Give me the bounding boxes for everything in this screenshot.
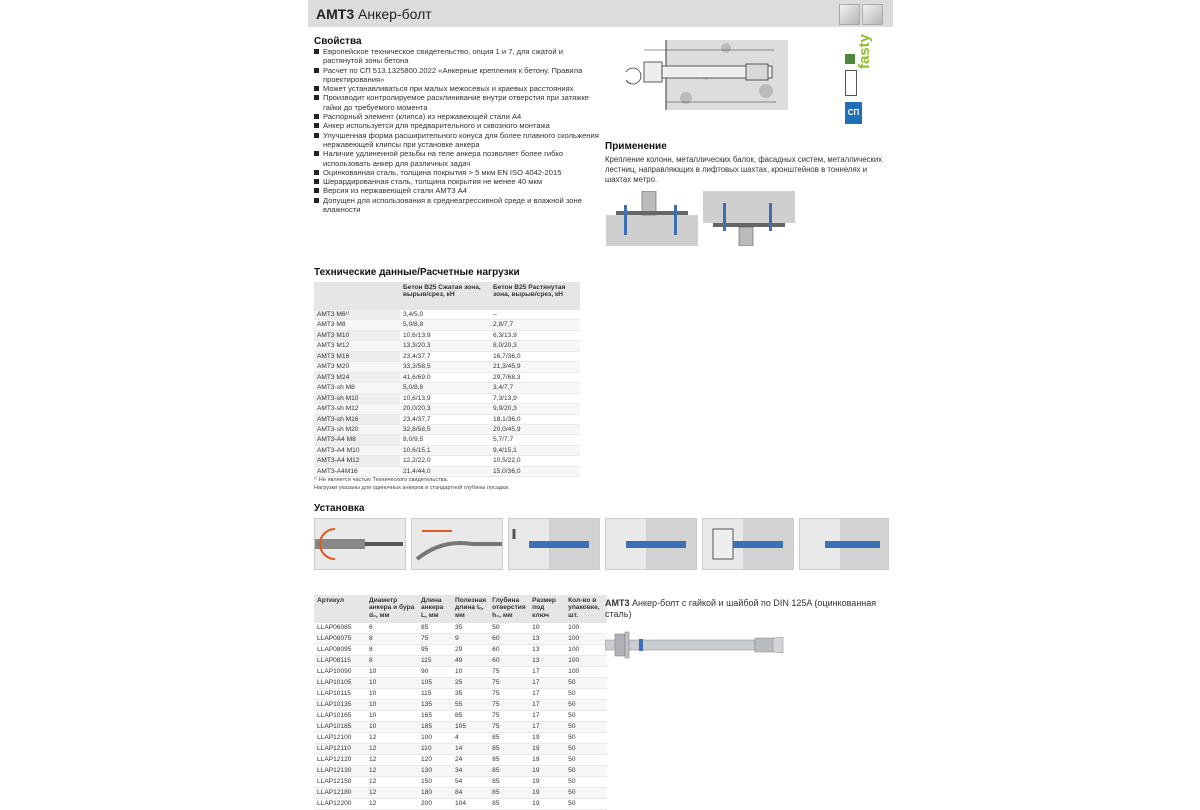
tech-cell: 10,5/22,0 [490, 456, 580, 466]
article-cell: 19 [529, 733, 565, 744]
article-cell: 9 [452, 634, 489, 645]
article-row [314, 733, 607, 744]
article-cell: LLAP10105 [314, 678, 366, 689]
article-cell: LLAP10135 [314, 700, 366, 711]
tech-cell: 10,6/15,1 [400, 445, 490, 455]
article-cell: 10 [366, 667, 418, 678]
article-cell: 19 [529, 799, 565, 810]
article-cell: 75 [489, 667, 529, 678]
article-cell: 14 [452, 744, 489, 755]
article-cell: 85 [489, 755, 529, 766]
article-cell: 12 [366, 777, 418, 788]
property-item: Может устанавливаться при малых межосевых и краевых расстояниях [314, 84, 604, 93]
tech-cell: АМТ3 М8 [314, 320, 400, 330]
article-cell: 85 [489, 744, 529, 755]
article-cell: LLAP08095 [314, 645, 366, 656]
tech-cell: АМТ3-А4 М12 [314, 456, 400, 466]
anchor-bolt-photo [605, 628, 795, 662]
certification-logos [844, 34, 874, 126]
tech-cell: 29,7/68,3 [490, 372, 580, 382]
tech-cell: 5,0/8,8 [400, 320, 490, 330]
article-cell: 130 [418, 766, 452, 777]
tech-data-table [314, 282, 580, 477]
tech-row [314, 414, 580, 424]
install-step-5 [702, 518, 794, 570]
properties-title: Свойства [314, 36, 362, 47]
tech-col-empty [314, 282, 400, 310]
article-row [314, 722, 607, 733]
property-item: Улучшенная форма расширительного конуса для более плавного скольжения нержавеющей клипсы при установке анкера [314, 131, 604, 150]
article-cell: 17 [529, 678, 565, 689]
article-cell: 75 [489, 689, 529, 700]
article-cell: 12 [366, 755, 418, 766]
tech-row [314, 310, 580, 320]
catalog-page [308, 0, 893, 807]
tech-row [314, 445, 580, 455]
article-cell: 85 [452, 711, 489, 722]
article-cell: 10 [452, 667, 489, 678]
install-step-4 [605, 518, 697, 570]
tech-cell: 9,4/15,1 [490, 445, 580, 455]
tech-cell: 3,4/7,7 [490, 383, 580, 393]
eta-icon [845, 54, 855, 64]
install-step-3 [508, 518, 600, 570]
tech-cell: 16,7/36,0 [490, 351, 580, 361]
tech-notes [314, 476, 509, 492]
article-header-cell: Длина анкера L, мм [418, 595, 452, 623]
article-cell: 105 [452, 722, 489, 733]
article-cell: LLAP12200 [314, 799, 366, 810]
article-cell: 104 [452, 799, 489, 810]
article-cell: 19 [529, 766, 565, 777]
article-cell: 50 [565, 799, 607, 810]
tech-cell: АМТ3-А4 М10 [314, 445, 400, 455]
concrete-cube-icon [839, 4, 860, 25]
article-cell: 60 [489, 645, 529, 656]
article-row [314, 645, 607, 656]
tech-note-1: ¹⁾ Не является частью Технического свидетельства. [314, 477, 449, 483]
article-row [314, 766, 607, 777]
property-item: Европейское техническое свидетельство, опция 1 и 7, для сжатой и растянутой зоны бетона [314, 47, 604, 66]
tech-cell: АМТ3 М20 [314, 362, 400, 372]
article-cell: LLAP10165 [314, 711, 366, 722]
article-cell: LLAP12180 [314, 788, 366, 799]
article-cell: 50 [565, 689, 607, 700]
tech-col-compressed: Бетон В25 Сжатая зона, вырыв/срез, кН [400, 282, 490, 310]
property-item: Оцинкованная сталь, толщина покрытия > 5 мкм EN ISO 4042-2015 [314, 168, 604, 177]
tech-cell: АМТ3-sh M12 [314, 404, 400, 414]
article-cell: 4 [452, 733, 489, 744]
article-cell: 10 [366, 711, 418, 722]
tech-title: Технические данные/Расчетные нагрузки [314, 267, 520, 278]
install-step-6 [799, 518, 889, 570]
article-cell: 12 [366, 799, 418, 810]
tech-cell: 20,0/20,3 [400, 404, 490, 414]
article-header-cell: Диаметр анкера и бура d₀, мм [366, 595, 418, 623]
article-cell: 19 [529, 744, 565, 755]
tech-cell: 23,4/37,7 [400, 414, 490, 424]
tech-row [314, 362, 580, 372]
property-item: Анкер используется для предварительного и сквозного монтажа [314, 121, 604, 130]
article-cell: 34 [452, 766, 489, 777]
article-cell: 50 [565, 700, 607, 711]
article-cell: 49 [452, 656, 489, 667]
article-header-cell: Полезная длина tₒ, мм [452, 595, 489, 623]
installation-title: Установка [314, 503, 365, 514]
tech-cell: 2,8/7,7 [490, 320, 580, 330]
article-cell: LLAP12100 [314, 733, 366, 744]
tech-cell: 20,0/45,9 [490, 424, 580, 434]
tech-cell: АМТ3-sh M16 [314, 414, 400, 424]
article-cell: 85 [489, 777, 529, 788]
article-row [314, 689, 607, 700]
article-cell: 17 [529, 667, 565, 678]
article-cell: 50 [489, 623, 529, 634]
tech-row [314, 372, 580, 382]
article-cell: 75 [489, 711, 529, 722]
article-cell: LLAP08075 [314, 634, 366, 645]
article-cell: 135 [418, 700, 452, 711]
article-row [314, 623, 607, 634]
article-cell: 8 [366, 634, 418, 645]
article-cell: 50 [565, 777, 607, 788]
article-row [314, 788, 607, 799]
article-cell: 19 [529, 788, 565, 799]
article-cell: 6 [366, 623, 418, 634]
article-cell: 60 [489, 634, 529, 645]
tech-cell: АМТ3-sh M10 [314, 393, 400, 403]
article-cell: 12 [366, 788, 418, 799]
article-row [314, 755, 607, 766]
article-cell: 50 [565, 733, 607, 744]
tech-cell: АМТ3-sh M20 [314, 424, 400, 434]
article-cell: 115 [418, 689, 452, 700]
article-cell: 85 [489, 733, 529, 744]
tech-cell: 13,3/20,3 [400, 341, 490, 351]
article-row [314, 634, 607, 645]
article-cell: LLAP12150 [314, 777, 366, 788]
article-cell: 100 [565, 656, 607, 667]
tech-row [314, 424, 580, 434]
properties-list [314, 47, 604, 214]
install-step-2 [411, 518, 503, 570]
tech-cell: АМТ3 М12 [314, 341, 400, 351]
article-cell: 180 [418, 788, 452, 799]
property-item: Расчет по СП 513.1325800.2022 «Анкерные крепления к бетону. Правила проектирования» [314, 66, 604, 85]
amt3-description: АМТ3 Анкер-болт с гайкой и шайбой по DIN 125A (оцинкованная сталь) [605, 598, 877, 619]
tech-row [314, 330, 580, 340]
article-cell: LLAP08115 [314, 656, 366, 667]
tech-row [314, 320, 580, 330]
tech-cell: 12,2/22,0 [400, 456, 490, 466]
tech-cell: 9,9/20,3 [490, 404, 580, 414]
tech-col-tension: Бетон В25 Растянутая зона, вырыв/срез, кН [490, 282, 580, 310]
article-header-cell: Глубина отверстия h₀, мм [489, 595, 529, 623]
brand-logo: fasty [856, 34, 873, 70]
article-row [314, 678, 607, 689]
article-cell: 75 [489, 700, 529, 711]
article-header-cell: Размер под ключ [529, 595, 565, 623]
application-image-1 [606, 191, 698, 246]
article-cell: 50 [565, 711, 607, 722]
property-item: Наличие удлиненной резьбы на теле анкера позволяет более гибко использовать анкер для различных задач [314, 149, 604, 168]
tech-note-2: Нагрузки указаны для одиночных анкеров и стандартной глубины посадки. [314, 485, 510, 491]
article-row [314, 656, 607, 667]
article-cell: LLAP12130 [314, 766, 366, 777]
article-cell: 60 [489, 656, 529, 667]
article-row [314, 711, 607, 722]
article-cell: 100 [565, 667, 607, 678]
article-row [314, 700, 607, 711]
article-cell: 19 [529, 777, 565, 788]
article-cell: 12 [366, 744, 418, 755]
article-cell: LLAP10090 [314, 667, 366, 678]
property-item: Шерардированная сталь, толщина покрытия не менее 40 мкм [314, 177, 604, 186]
tech-cell: 5,7/7,7 [490, 435, 580, 445]
article-cell: 185 [418, 722, 452, 733]
article-cell: 50 [565, 744, 607, 755]
article-cell: 165 [418, 711, 452, 722]
article-cell: 90 [418, 667, 452, 678]
tech-cell: 8,0/9,5 [400, 435, 490, 445]
tech-cell: 33,3/58,5 [400, 362, 490, 372]
tech-row [314, 341, 580, 351]
tech-cell: АМТ3-А4М16 [314, 466, 400, 476]
article-cell: 105 [418, 678, 452, 689]
article-cell: 13 [529, 656, 565, 667]
sp-mark-icon: СП [845, 102, 862, 124]
article-cell: 10 [366, 722, 418, 733]
page-title: АМТ3 Анкер-болт [316, 6, 432, 22]
article-row [314, 799, 607, 810]
tech-cell: 21,3/45,9 [490, 362, 580, 372]
anchor-drawing [606, 36, 790, 112]
tech-cell: 21,4/44,0 [400, 466, 490, 476]
tech-cell: 10,6/13,9 [400, 330, 490, 340]
tech-row [314, 393, 580, 403]
tech-cell: 6,3/13,9 [490, 330, 580, 340]
article-cell: 12 [366, 766, 418, 777]
article-table [314, 595, 607, 810]
article-row [314, 777, 607, 788]
tech-cell: 41,6/69,0 [400, 372, 490, 382]
article-cell: 100 [565, 623, 607, 634]
article-cell: 17 [529, 689, 565, 700]
article-cell: 85 [489, 799, 529, 810]
article-cell: 35 [452, 689, 489, 700]
property-item: Версия из нержавеющей стали АМТ3 А4 [314, 186, 604, 195]
article-cell: 75 [489, 678, 529, 689]
article-cell: 150 [418, 777, 452, 788]
ce-eac-icon [845, 70, 857, 96]
article-cell: 19 [529, 755, 565, 766]
article-cell: 17 [529, 722, 565, 733]
article-cell: 75 [418, 634, 452, 645]
article-cell: 55 [452, 700, 489, 711]
article-cell: 8 [366, 656, 418, 667]
tech-cell: 32,8/58,5 [400, 424, 490, 434]
tech-cell: АМТ3 М24 [314, 372, 400, 382]
tech-row [314, 456, 580, 466]
article-cell: 29 [452, 645, 489, 656]
article-cell: 100 [565, 645, 607, 656]
article-cell: LLAP10115 [314, 689, 366, 700]
tech-cell: 5,0/8,8 [400, 383, 490, 393]
article-cell: LLAP12120 [314, 755, 366, 766]
article-cell: 12 [366, 733, 418, 744]
tech-row [314, 383, 580, 393]
article-cell: 10 [366, 689, 418, 700]
article-cell: 50 [565, 755, 607, 766]
property-item: Допущен для использования в среднеагрессивной среде и влажной зоне влажности [314, 196, 604, 215]
tech-cell: 18,1/36,0 [490, 414, 580, 424]
article-cell: 85 [418, 623, 452, 634]
article-cell: 10 [366, 678, 418, 689]
article-cell: 100 [565, 634, 607, 645]
install-step-1 [314, 518, 406, 570]
article-cell: 50 [565, 766, 607, 777]
tech-cell: АМТ3-А4 М8 [314, 435, 400, 445]
article-cell: 54 [452, 777, 489, 788]
article-cell: LLAP10185 [314, 722, 366, 733]
article-row [314, 667, 607, 678]
article-cell: LLAP12110 [314, 744, 366, 755]
property-item: Производит контролируемое расклинивание внутри отверстия при затяжке гайки до требуемого момента [314, 93, 604, 112]
article-cell: 50 [565, 678, 607, 689]
tech-cell: 8,0/20,3 [490, 341, 580, 351]
article-cell: 85 [489, 788, 529, 799]
tech-cell: 10,6/13,9 [400, 393, 490, 403]
article-cell: 200 [418, 799, 452, 810]
tech-row [314, 351, 580, 361]
article-header-cell: Артикул [314, 595, 366, 623]
article-cell: 95 [418, 645, 452, 656]
tech-cell: – [490, 310, 580, 320]
article-header-cell: Кол-во в упаковке, шт. [565, 595, 607, 623]
article-cell: 115 [418, 656, 452, 667]
article-cell: 24 [452, 755, 489, 766]
property-item: Распорный элемент (клипса) из нержавеющей стали А4 [314, 112, 604, 121]
application-text: Крепление колонн, металлических балок, фасадных систем, металлических лестниц, направляющих в лифтовых шахтах, кронштейнов в тоннелях и шахтах метро. [605, 155, 883, 184]
article-cell: 17 [529, 700, 565, 711]
tech-cell: АМТ3 М10 [314, 330, 400, 340]
article-cell: 35 [452, 623, 489, 634]
article-cell: 25 [452, 678, 489, 689]
article-cell: 50 [565, 788, 607, 799]
tech-cell: 3,4/5,0 [400, 310, 490, 320]
article-cell: 8 [366, 645, 418, 656]
article-cell: 120 [418, 755, 452, 766]
article-cell: 13 [529, 634, 565, 645]
article-cell: 10 [366, 700, 418, 711]
article-cell: LLAP06085 [314, 623, 366, 634]
article-row [314, 744, 607, 755]
tech-cell: АМТ3 М16 [314, 351, 400, 361]
application-title: Применение [605, 141, 667, 152]
article-cell: 84 [452, 788, 489, 799]
article-cell: 13 [529, 645, 565, 656]
tech-cell: АМТ3-sh M8 [314, 383, 400, 393]
tech-cell: 23,4/37,7 [400, 351, 490, 361]
article-cell: 17 [529, 711, 565, 722]
article-cell: 50 [565, 722, 607, 733]
article-cell: 100 [418, 733, 452, 744]
header-bar [308, 0, 893, 27]
tech-row [314, 404, 580, 414]
cracked-concrete-cube-icon [862, 4, 883, 25]
tech-cell: АМТ3 М6¹⁾ [314, 310, 400, 320]
article-cell: 10 [529, 623, 565, 634]
tech-row [314, 435, 580, 445]
application-image-2 [703, 191, 795, 246]
article-cell: 75 [489, 722, 529, 733]
tech-cell: 15,0/36,0 [490, 466, 580, 476]
article-cell: 110 [418, 744, 452, 755]
article-cell: 85 [489, 766, 529, 777]
tech-cell: 7,3/13,9 [490, 393, 580, 403]
